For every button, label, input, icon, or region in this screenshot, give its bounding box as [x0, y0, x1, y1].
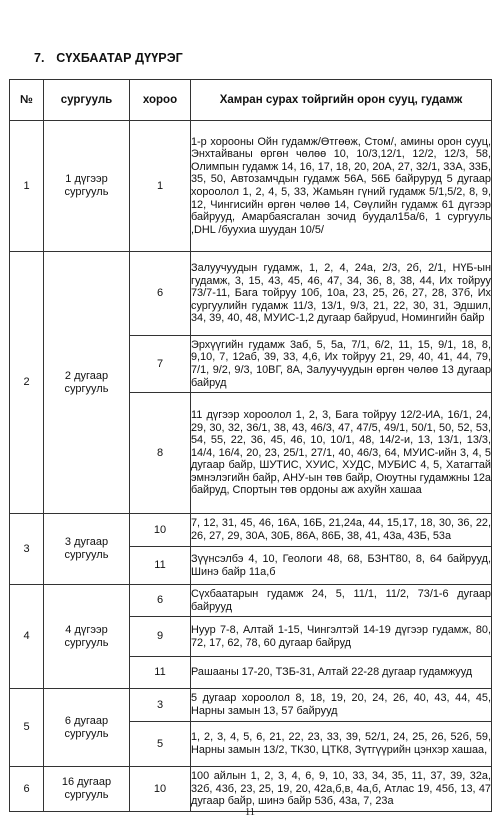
header-no: № [10, 80, 44, 121]
khoroo-number: 6 [130, 252, 191, 336]
school-name: 1 дүгээр сургууль [44, 121, 130, 252]
address-cell: 1-р хорооны Ойн гудамж/Өтгөөж, Стом/, амины орон сууц, Энхтайваны өргөн чөлөө 10, 10/3,12/1, 12/2, 12/3, 58, Олимпын гудамж 14, 16, 17, 18, 20, 20А, 27, 32/1, 33А, 33Б, 35, 50, Автозамчдын гудамж 56А, 56Б байруруд 5 дугаар хороолол 1, 2, 4, 5, 33, Жамьян гүний гудамж 5/1,5/2, 8, 9, 12, Чингисийн өргөн чөлөө 14, Сөүлийн гудамж 61 дүгээр байрууд, Амарбаясгалан зочид буудал15а/6, 1 сургууль ,DHL /буухиа шуудан 10/5/ [191, 121, 492, 252]
row-no: 4 [10, 585, 44, 689]
address-cell: Сүхбаатарын гудамж 24, 5, 11/1, 11/2, 73/1-6 дугаар байрууд [191, 585, 492, 617]
table-row [10, 252, 492, 336]
table-row [10, 514, 492, 547]
khoroo-number: 10 [130, 767, 191, 812]
row-no: 6 [10, 767, 44, 812]
row-no: 3 [10, 514, 44, 585]
khoroo-number: 1 [130, 121, 191, 252]
school-name: 4 дүгээр сургууль [44, 585, 130, 689]
address-cell: 1, 2, 3, 4, 5, 6, 21, 22, 23, 33, 39, 52/1, 24, 25, 26, 52б, 59, Нарны замын 13/2, ТК30, ЦТК8, Зүтгүүрийн цэнхэр хашаа, [191, 722, 492, 767]
section-heading [34, 51, 183, 65]
table-row [10, 585, 492, 617]
table-row [10, 689, 492, 722]
header-school: сургууль [44, 80, 130, 121]
address-cell: 11 дүгээр хороолол 1, 2, 3, Бага тойруу 12/2-ИА, 16/1, 24, 29, 30, 32, 36/1, 38, 43, 46/3, 47, 47/5, 49/1, 50/1, 50, 52, 53, 54, 55, 22, 36, 45, 46, 10, 10/1, 48, 14/2-и, 13, 13/1, 13/3, 14/4, 16/4, 20, 23, 25/1, 27/1, 40, 46/3, 64, МУИС-ийн 3, 4, 5 дугаар байр, ШУТИС, ХУИС, ХУДС, МУБИС 4, 5, Хатагтай эмнэлэгийн байр, АНУ-ын төв байр, Оюутны гудамжны 12а байруд, Спортын төв ордоны аж ахуйн хашаа [191, 393, 492, 514]
school-name: 16 дугаар сургууль [44, 767, 130, 812]
address-cell: 7, 12, 31, 45, 46, 16А, 16Б, 21,24а, 44, 15,17, 18, 30, 36, 22, 26, 27, 29, 30А, 30Б, 86А, 86Б, 38, 41, 43а, 43Б, 53а [191, 514, 492, 547]
row-no: 5 [10, 689, 44, 767]
address-cell: Залуучуудын гудамж, 1, 2, 4, 24а, 2/3, 2б, 2/1, НҮБ-ын гудамж, 3, 15, 43, 45, 46, 47, 34, 36, 8, 38, 44, Их тойруу 73/7-11, Бага тойруу 10б, 10а, 23, 25, 26, 27, 28, 37б, Их сургуулийн гудамж 11/3, 13/1, 9/3, 21, 22, 30, 31, Эдшил, 34, 39, 40, 48, МУИС-1,2 дугаар байруud, Номингийн байр [191, 252, 492, 336]
header-address: Хамран сурах тойргийн орон сууц, гудамж [191, 80, 492, 121]
khoroo-number: 11 [130, 547, 191, 585]
address-cell: Зүүнсэлбэ 4, 10, Геологи 48, 68, БЗНТ80, 8, 64 байрууд, Шинэ байр 11а,б [191, 547, 492, 585]
khoroo-number: 6 [130, 585, 191, 617]
address-cell: Эрхүүгийн гудамж 3аб, 5, 5а, 7/1, 6/2, 11, 15, 9/1, 18, 8, 9,10, 7, 12аб, 39, 33, 4,6, Их тойруу 21, 29, 40, 41, 44, 79, 7/1, 9/2, 9/3, 10ВГ, 8А, Залуучуудын өргөн чөлөө 13 дугаар байруд [191, 336, 492, 393]
table-row [10, 121, 492, 252]
row-no: 2 [10, 252, 44, 514]
school-district-table [9, 79, 492, 812]
khoroo-number: 5 [130, 722, 191, 767]
khoroo-number: 11 [130, 657, 191, 689]
address-cell: 100 айлын 1, 2, 3, 4, 6, 9, 10, 33, 34, 35, 11, 37, 39, 32а, 32б, 43б, 23, 25, 19, 20, 42а,б,в, 4а,б, Атлас 19, 45б, 13, 47 дугаар байр, шинэ байр 53б, 43а, 7, 23а [191, 767, 492, 812]
table-row [10, 767, 492, 812]
khoroo-number: 7 [130, 336, 191, 393]
page-number: 11 [244, 807, 256, 818]
address-cell: 5 дугаар хороолол 8, 18, 19, 20, 24, 26, 40, 43, 44, 45, Нарны замын 13, 57 байрууд [191, 689, 492, 722]
khoroo-number: 9 [130, 617, 191, 657]
row-no: 1 [10, 121, 44, 252]
khoroo-number: 3 [130, 689, 191, 722]
section-title: СҮХБААТАР ДҮҮРЭГ [56, 51, 183, 65]
khoroo-number: 8 [130, 393, 191, 514]
header-khoroo: хороо [130, 80, 191, 121]
section-number: 7. [34, 51, 45, 65]
khoroo-number: 10 [130, 514, 191, 547]
table-header-row [10, 80, 492, 121]
school-name: 6 дугаар сургууль [44, 689, 130, 767]
school-name: 2 дугаар сургууль [44, 252, 130, 514]
school-name: 3 дугаар сургууль [44, 514, 130, 585]
address-cell: Нуур 7-8, Алтай 1-15, Чингэлтэй 14-19 дүгээр гудамж, 80, 72, 17, 62, 78, 60 дугаар байруд [191, 617, 492, 657]
address-cell: Рашааны 17-20, ТЗБ-31, Алтай 22-28 дугаар гудамжууд [191, 657, 492, 689]
